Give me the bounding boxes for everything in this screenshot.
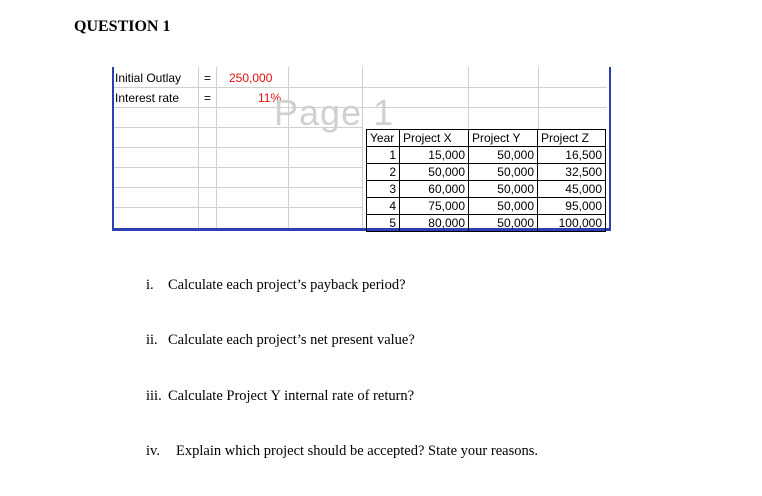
table-row [367, 215, 606, 232]
question-heading: QUESTION 1 [74, 18, 171, 35]
question-item [146, 388, 414, 405]
question-number: iv. [146, 443, 160, 459]
table-cell: 50,000 [400, 164, 469, 181]
page-watermark: Page 1 [274, 92, 395, 133]
question-number: ii. [146, 332, 158, 348]
table-header-row [367, 130, 606, 147]
question-item [146, 443, 538, 460]
table-cell: 32,500 [538, 164, 606, 181]
table-cell: 95,000 [538, 198, 606, 215]
table-cell: 3 [367, 181, 400, 198]
table-cell: 75,000 [400, 198, 469, 215]
table-cell: 50,000 [469, 215, 538, 232]
header-year: Year [367, 130, 400, 147]
interest-rate-label: Interest rate [115, 91, 180, 105]
initial-outlay-equals: = [204, 71, 212, 85]
table-row [367, 198, 606, 215]
table-cell: 50,000 [469, 181, 538, 198]
table-cell: 5 [367, 215, 400, 232]
table-cell: 15,000 [400, 147, 469, 164]
table-cell: 50,000 [469, 164, 538, 181]
table-cell: 2 [367, 164, 400, 181]
interest-rate-value: 11% [258, 91, 282, 105]
question-number: iii. [146, 388, 162, 404]
header-project-y: Project Y [469, 130, 538, 147]
project-cashflow-table [366, 129, 606, 232]
spreadsheet-embed [112, 67, 609, 230]
interest-rate-equals: = [204, 91, 212, 105]
initial-outlay-value: 250,000 [229, 71, 273, 85]
table-row [367, 147, 606, 164]
question-text: Explain which project should be accepted? State your reasons. [176, 443, 538, 459]
question-item [146, 332, 415, 349]
header-project-z: Project Z [538, 130, 606, 147]
question-text: Calculate each project’s net present value? [168, 332, 415, 348]
question-number: i. [146, 277, 154, 293]
table-cell: 50,000 [469, 147, 538, 164]
table-cell: 50,000 [469, 198, 538, 215]
question-text: Calculate Project Y internal rate of return? [168, 388, 415, 404]
table-cell: 4 [367, 198, 400, 215]
question-text: Calculate each project’s payback period? [168, 277, 406, 293]
header-project-x: Project X [400, 130, 469, 147]
table-cell: 16,500 [538, 147, 606, 164]
table-cell: 100,000 [538, 215, 606, 232]
table-cell: 60,000 [400, 181, 469, 198]
table-row [367, 181, 606, 198]
question-item [146, 277, 406, 294]
table-cell: 80,000 [400, 215, 469, 232]
table-cell: 1 [367, 147, 400, 164]
table-row [367, 164, 606, 181]
initial-outlay-label: Initial Outlay [115, 71, 182, 85]
table-cell: 45,000 [538, 181, 606, 198]
